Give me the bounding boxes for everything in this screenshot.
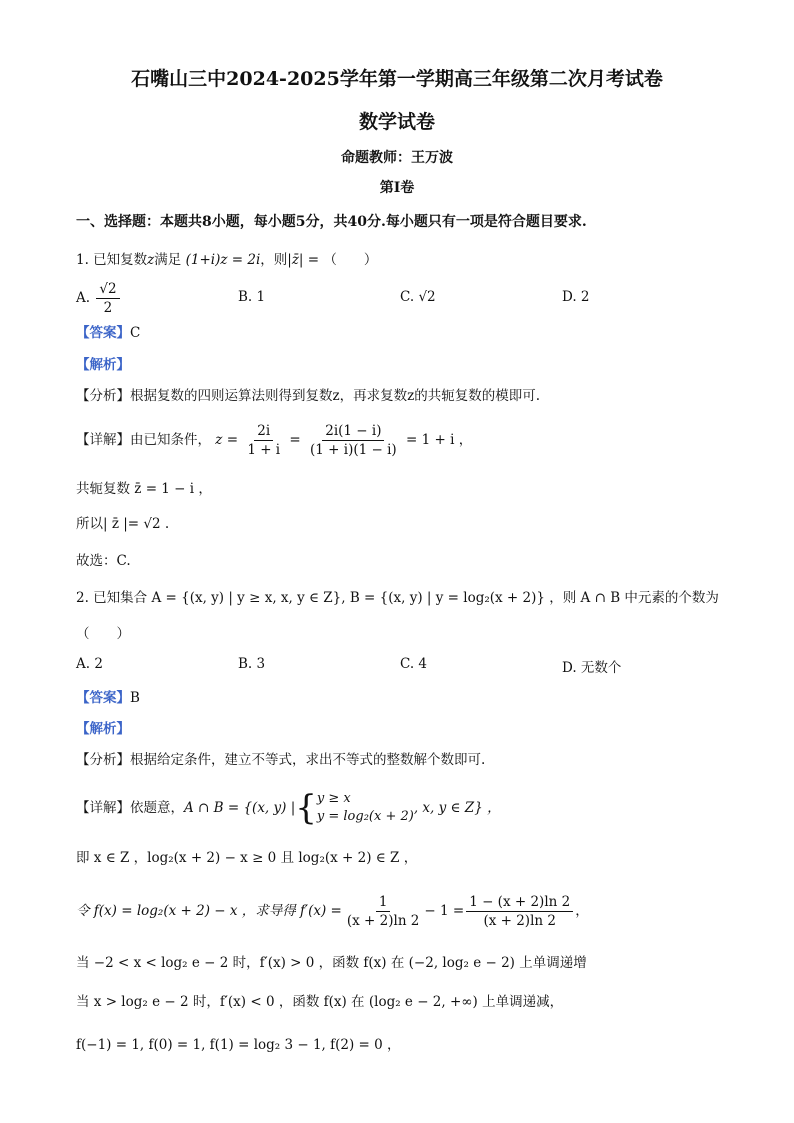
left-brace-icon: { (295, 788, 317, 828)
q2-answer-tag: 【答案】 (76, 690, 130, 706)
q2-line-3-fraction-2-den: (x + 2)ln 2 (483, 912, 556, 929)
q1-option-a-den: 2 (103, 300, 113, 316)
q2-line-3-fraction-1-den: (x + 2)ln 2 (346, 912, 420, 929)
subject-title: 数学试卷 (358, 111, 435, 133)
q1-detail-label: 【详解】 (76, 432, 130, 448)
q1-stem (76, 250, 377, 270)
q2-option-b: B. 3 (238, 656, 266, 672)
q1-paren: （ ） (323, 252, 378, 268)
q1-fraction-2 (307, 422, 400, 459)
q1-stem-text: 1. 已知复数 (76, 252, 148, 268)
q1-detail-end: = 1 + i ， (406, 432, 473, 448)
q2-option-a: A. 2 (76, 656, 103, 672)
q2-line-2: 即 x ∈ Z ，log₂(x + 2) − x ≥ 0 且 log₂(x + 2) ∈ Z ， (76, 850, 418, 866)
q2-line-3-text: 令 f(x) = log₂(x + 2) − x ，求导得 f′(x) = (76, 903, 342, 919)
q2-line-5: 当 x > log₂ e − 2 时，f′(x) < 0 ，函数 f(x) 在 (log₂ e − 2, +∞) 上单调递减， (76, 994, 564, 1010)
q2-line-3-fraction-1 (344, 893, 423, 930)
q2-detail (76, 786, 501, 830)
q2-detail-set: A ∩ B = {(x, y) | (184, 800, 296, 816)
q2-line-3 (76, 891, 589, 931)
q2-fenxi (76, 750, 485, 770)
q2-line-3-fraction-2-num: 1 − (x + 2)ln 2 (466, 893, 573, 912)
q1-option-b: B. 1 (238, 289, 266, 305)
q2-line-3-fraction-2 (466, 893, 573, 930)
q1-abs: |z̄| = (287, 252, 320, 268)
q2-detail-end: , x, y ∈ Z} ， (413, 800, 501, 816)
q1-fenxi (76, 386, 540, 406)
q1-var: z (147, 252, 155, 268)
q1-option-a-fraction (96, 280, 119, 317)
q1-choose: 故选：C. (76, 553, 131, 569)
q2-system (295, 790, 414, 826)
q1-option-a-label: A. (76, 290, 91, 306)
q1-detail-z: z = (215, 432, 239, 448)
q1-option-c (400, 289, 436, 305)
q2-fenxi-label: 【分析】 (76, 752, 130, 768)
q2-analysis-label: 【解析】 (76, 721, 130, 737)
q2-line-4: 当 −2 < x < log₂ e − 2 时，f′(x) > 0 ，函数 f(x) 在 (−2, log₂ e − 2) 上单调递增 (76, 955, 587, 971)
q1-detail-text: 由已知条件， (130, 432, 211, 448)
q2-answer (76, 688, 140, 708)
q2-stem: 2. 已知集合 A = {(x, y) | y ≥ x, x, y ∈ Z}, B = {(x, y) | y = log₂(x + 2)} ，则 A ∩ B 中元素的个数为 (76, 590, 719, 606)
q1-conjugate: 共轭复数 z̄ = 1 − i ， (76, 481, 212, 497)
q1-answer (76, 323, 140, 343)
q1-stem-text2: 满足 (154, 252, 182, 268)
q1-option-a-num: √2 (96, 280, 119, 299)
q2-system-row-2: y = log₂(x + 2) (316, 809, 414, 824)
q2-detail-text: 依题意， (130, 800, 184, 816)
q1-fraction-2-den: (1 + i)(1 − i) (310, 442, 397, 458)
teacher-line: 命题教师：王万波 (341, 150, 453, 166)
q1-fenxi-text: 根据复数的四则运算法则得到复数z，再求复数z的共轭复数的模即可. (130, 388, 541, 404)
q1-answer-tag: 【答案】 (76, 325, 130, 341)
q2-line-6: f(−1) = 1, f(0) = 1, f(1) = log₂ 3 − 1, f(2) = 0 ， (76, 1037, 401, 1053)
q2-answer-value: B (130, 690, 140, 706)
q2-line-3-mid: − 1 = (424, 903, 465, 919)
q1-analysis-label: 【解析】 (76, 357, 130, 373)
q2-option-d: D. 无数个 (562, 660, 622, 676)
q1-fraction-1-num: 2i (254, 422, 273, 441)
q1-answer-value: C (130, 325, 141, 341)
q2-analysis-tag (76, 719, 130, 739)
q2-system-rows (317, 790, 414, 826)
q1-condition: (1+i)z = 2i (185, 252, 261, 268)
q2-detail-label: 【详解】 (76, 800, 130, 816)
q1-fenxi-label: 【分析】 (76, 388, 130, 404)
q2-line-3-end: ， (575, 903, 589, 919)
q1-analysis-tag (76, 355, 130, 375)
q1-stem-text3: ，则 (260, 252, 288, 268)
section-heading: 一、选择题：本题共8小题，每小题5分，共40分.每小题只有一项是符合题目要求. (76, 214, 587, 230)
q1-option-a (76, 280, 122, 317)
q1-modulus: 所以| z̄ |= √2 . (76, 516, 170, 532)
exam-title: 石嘴山三中2024-2025学年第一学期高三年级第二次月考试卷 (131, 68, 663, 90)
q2-line-3-fraction-1-num: 1 (376, 893, 391, 912)
q1-fraction-1 (244, 422, 283, 459)
q1-fraction-2-num: 2i(1 − i) (322, 422, 384, 441)
q2-system-row-1: y ≥ x (316, 791, 351, 806)
q2-paren: （ ） (76, 626, 130, 642)
volume-label: 第Ⅰ卷 (379, 180, 415, 196)
q1-option-c-label: C. (400, 289, 415, 305)
q1-option-d: D. 2 (562, 289, 590, 305)
q1-fraction-1-den: 1 + i (247, 442, 281, 458)
q1-option-c-value: √2 (418, 289, 436, 305)
q1-detail: 【详解】由已知条件， z = $\frac{2i}{1 + i}$ = $\frac{2i(1 - i)}{(1 + i)(1 - i)}$ = 1 + i ， (76, 423, 473, 458)
q2-option-c: C. 4 (400, 656, 428, 672)
q2-fenxi-text: 根据给定条件，建立不等式，求出不等式的整数解个数即可. (130, 752, 486, 768)
